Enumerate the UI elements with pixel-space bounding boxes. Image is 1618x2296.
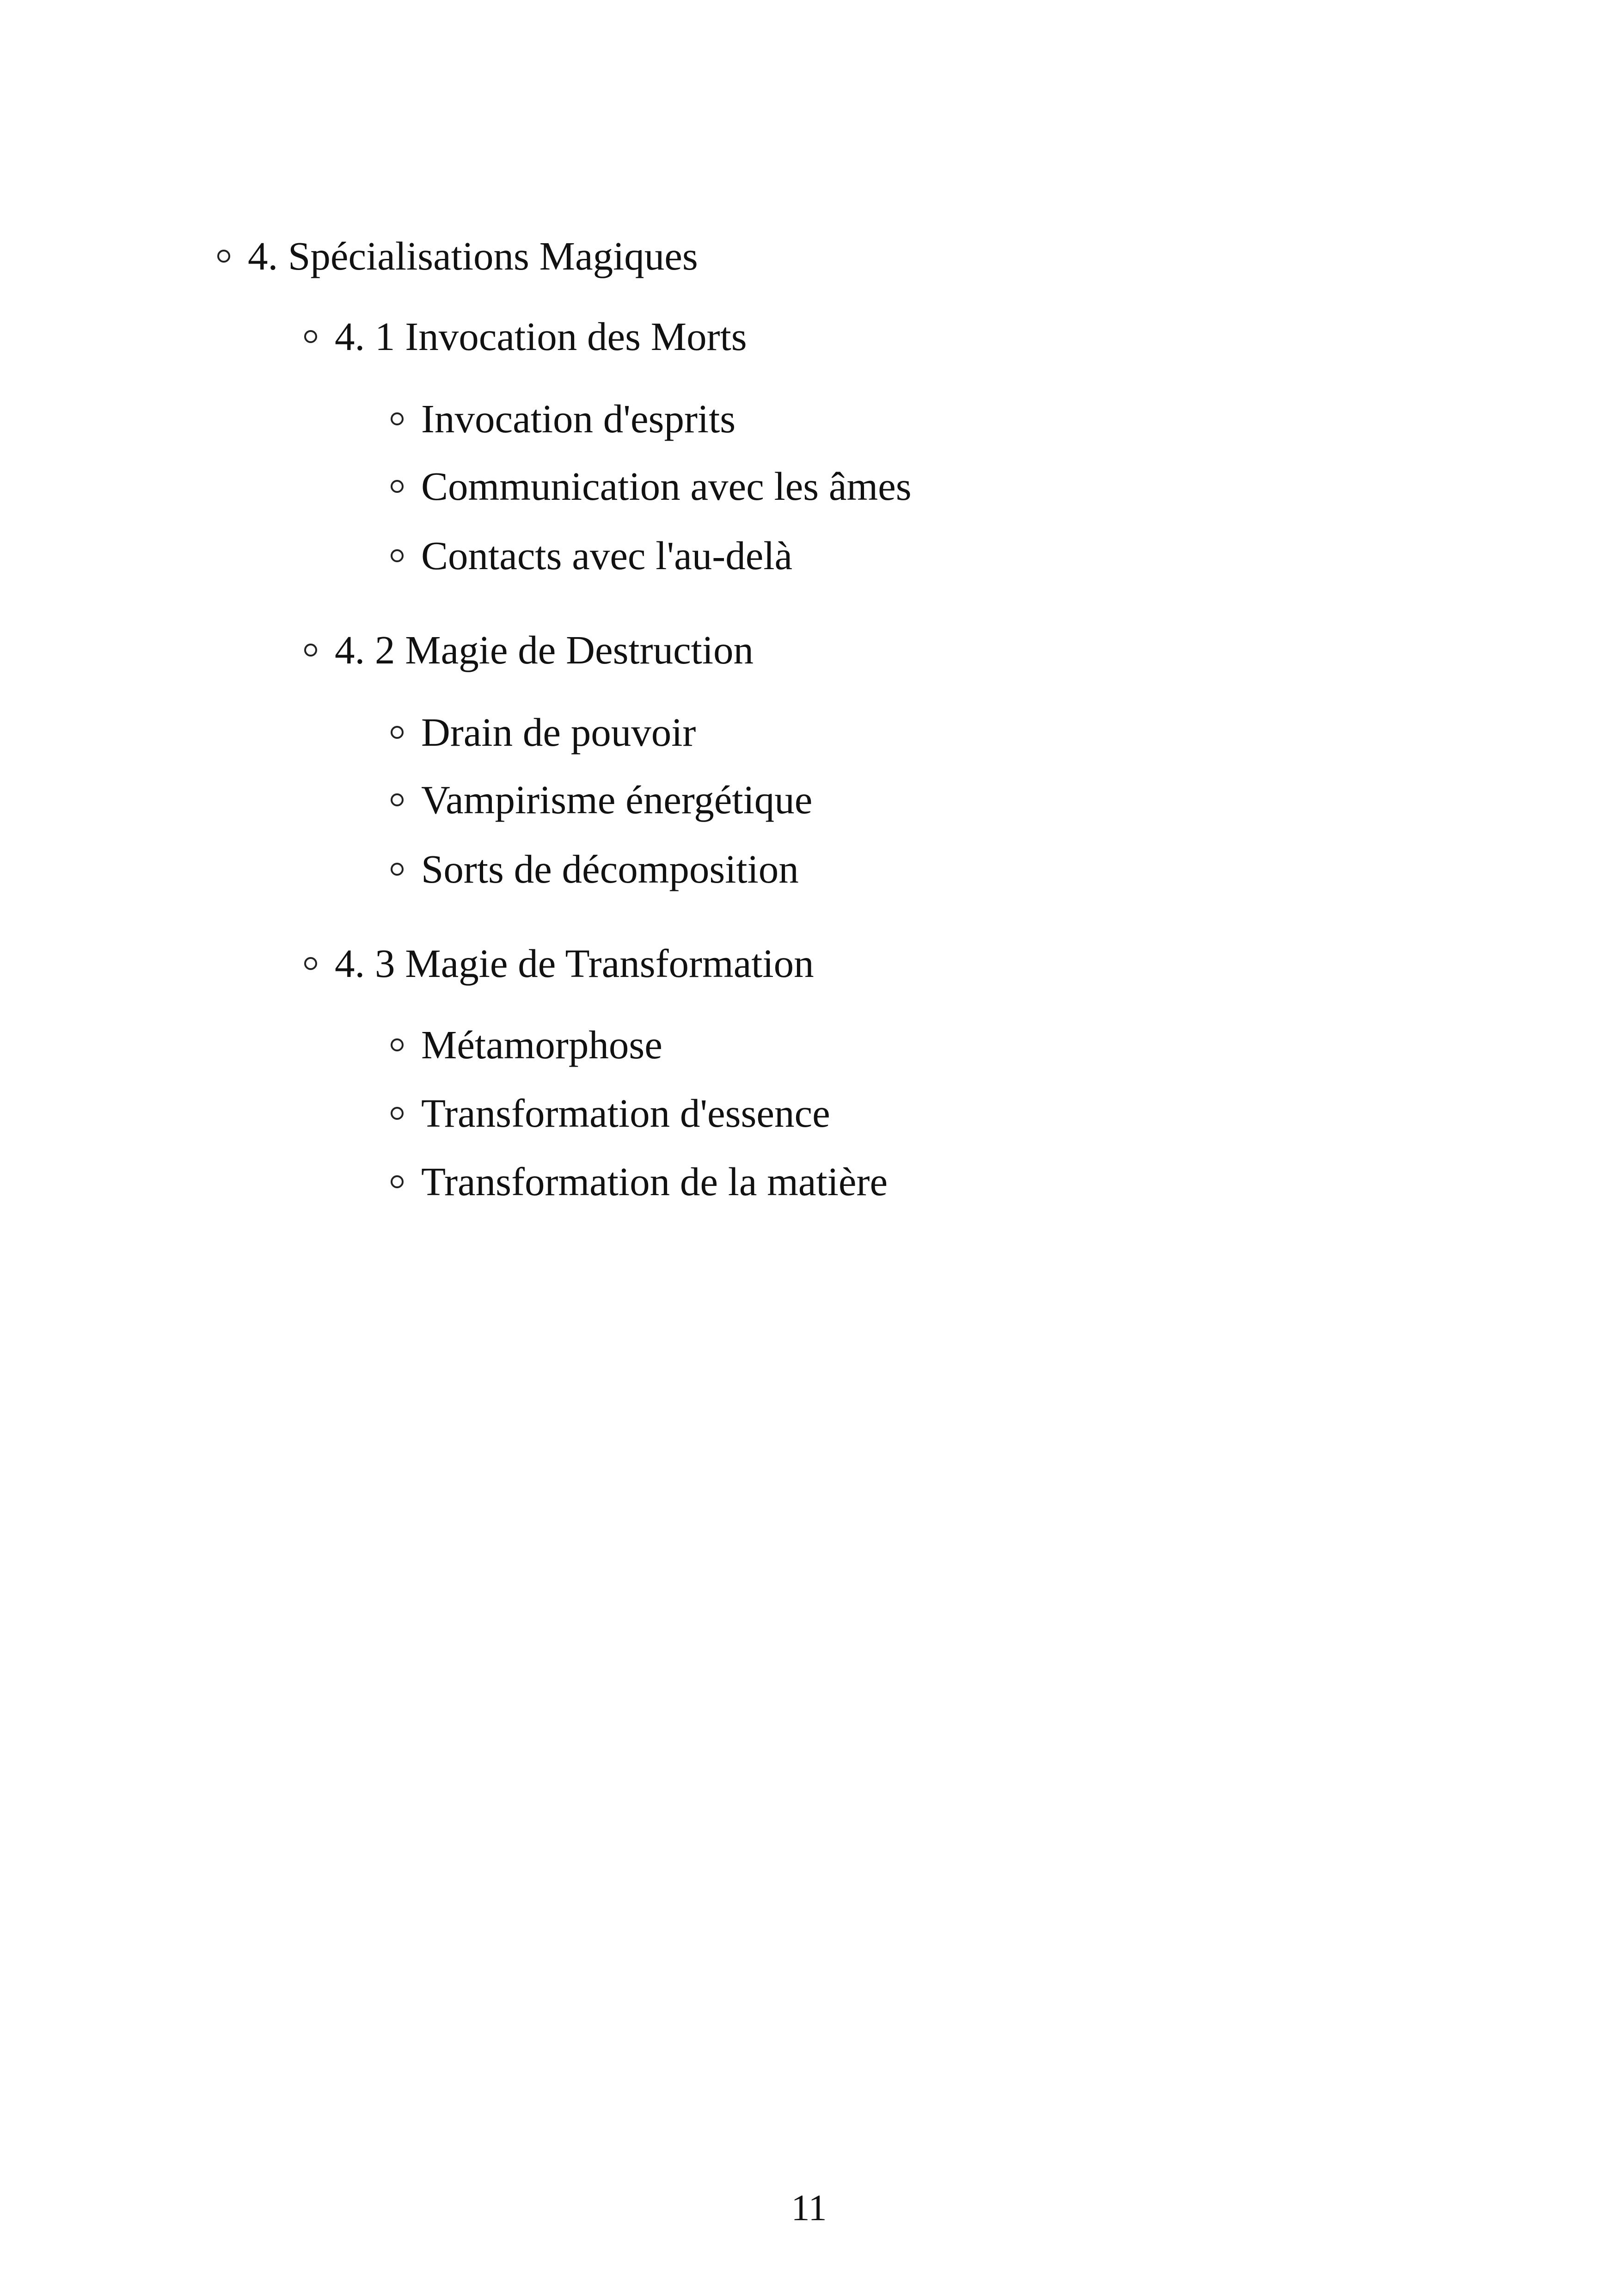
- section-title: 4. 3 Magie de Transformation: [335, 941, 814, 986]
- hollow-circle-bullet-icon: [304, 957, 317, 970]
- hollow-circle-bullet-icon: [304, 330, 317, 343]
- hollow-circle-bullet-icon: [391, 549, 404, 562]
- hollow-circle-bullet-icon: [391, 480, 404, 493]
- section-title: 4. 1 Invocation des Morts: [335, 314, 747, 359]
- list-item-level2: [304, 941, 814, 986]
- list-item-level3: [391, 396, 736, 441]
- hollow-circle-bullet-icon: [391, 726, 404, 739]
- hollow-circle-bullet-icon: [391, 412, 404, 425]
- list-item-level3: [391, 1091, 830, 1136]
- list-item-level3: [391, 710, 696, 755]
- outline-title: 4. Spécialisations Magiques: [248, 233, 698, 278]
- list-item-text: Sorts de décomposition: [421, 847, 799, 891]
- hollow-circle-bullet-icon: [391, 863, 404, 876]
- list-item-text: Vampirisme énergétique: [421, 777, 813, 822]
- list-item-text: Transformation de la matière: [421, 1159, 888, 1204]
- list-item-text: Transformation d'essence: [421, 1091, 830, 1136]
- list-item-text: Métamorphose: [421, 1022, 662, 1067]
- hollow-circle-bullet-icon: [391, 1107, 404, 1120]
- hollow-circle-bullet-icon: [217, 250, 230, 263]
- hollow-circle-bullet-icon: [391, 1038, 404, 1051]
- section-title: 4. 2 Magie de Destruction: [335, 627, 754, 672]
- list-item-text: Drain de pouvoir: [421, 710, 696, 755]
- list-item-level3: [391, 1161, 888, 1202]
- list-item-text: Communication avec les âmes: [421, 464, 912, 509]
- list-item-level2: [304, 314, 747, 359]
- list-item-text: Invocation d'esprits: [421, 396, 736, 441]
- list-item-level3: [391, 535, 792, 576]
- list-item-level2: [304, 627, 754, 672]
- list-item-level3: [391, 777, 813, 822]
- page-number: 11: [791, 2188, 827, 2228]
- hollow-circle-bullet-icon: [391, 1175, 404, 1188]
- list-item-level1: [217, 233, 698, 278]
- hollow-circle-bullet-icon: [304, 644, 317, 657]
- list-item-level3: [391, 849, 799, 889]
- list-item-text: Contacts avec l'au-delà: [421, 533, 793, 578]
- list-item-level3: [391, 1022, 662, 1067]
- hollow-circle-bullet-icon: [391, 793, 404, 806]
- list-item-level3: [391, 464, 912, 509]
